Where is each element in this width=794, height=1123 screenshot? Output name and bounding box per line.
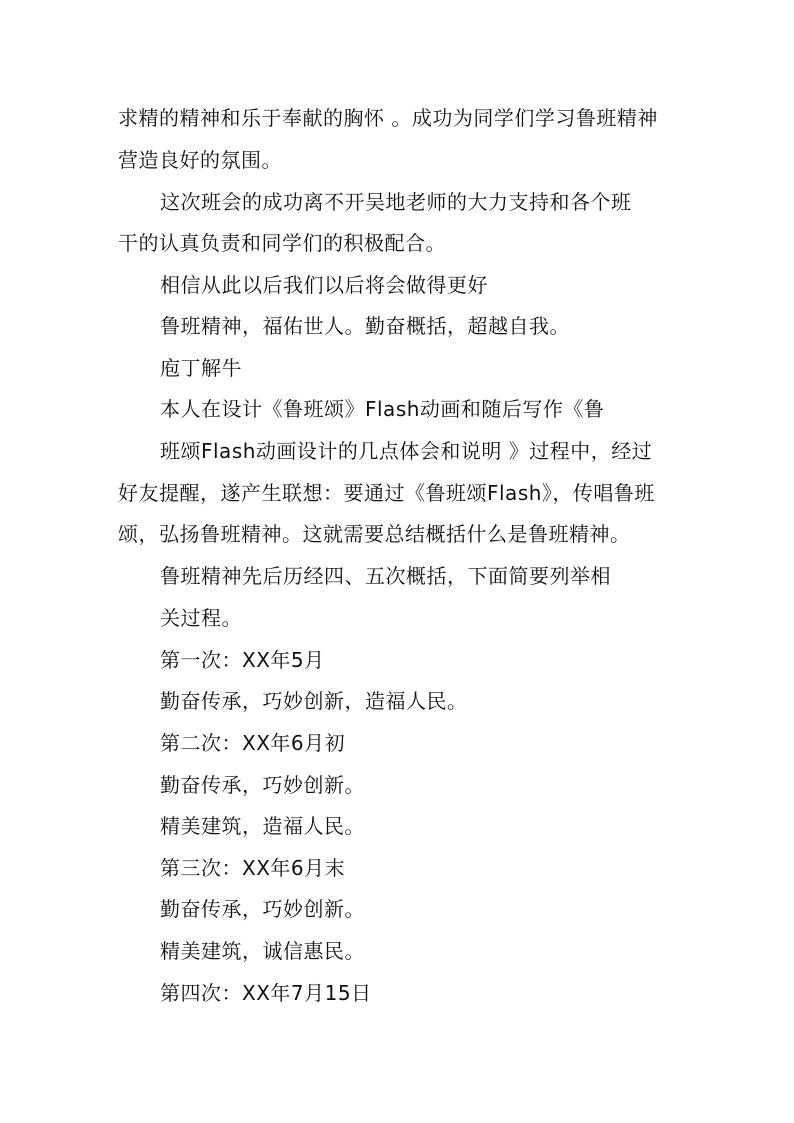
text-line: 第四次：XX年7月15日 xyxy=(160,981,372,1005)
text-line: 班颂Flash动画设计的几点体会和说明 》过程中，经过 xyxy=(160,439,653,463)
text-line: 第一次：XX年5月 xyxy=(160,648,325,672)
text-line: 干的认真负责和同学们的积极配合。 xyxy=(118,231,446,255)
text-line: 第二次：XX年6月初 xyxy=(160,731,346,755)
text-line: 这次班会的成功离不开吴地老师的大力支持和各个班 xyxy=(160,190,632,214)
text-line: 本人在设计《鲁班颂》Flash动画和随后写作《鲁 xyxy=(160,397,605,421)
text-line: 第三次：XX年6月末 xyxy=(160,856,346,880)
text-line: 颂，弘扬鲁班精神。这就需要总结概括什么是鲁班精神。 xyxy=(118,522,631,546)
text-line: 鲁班精神先后历经四、五次概括，下面简要列举相 xyxy=(160,564,611,588)
text-line: 勤奋传承，巧妙创新。 xyxy=(160,773,365,797)
text-line: 求精的精神和乐于奉献的胸怀 。成功为同学们学习鲁班精神 xyxy=(118,106,658,130)
text-line: 精美建筑，诚信惠民。 xyxy=(160,939,365,963)
text-line: 庖丁解牛 xyxy=(160,356,242,380)
text-line: 勤奋传承，巧妙创新，造福人民。 xyxy=(160,689,468,713)
text-line: 关过程。 xyxy=(160,606,242,630)
text-line: 精美建筑，造福人民。 xyxy=(160,814,365,838)
text-line: 勤奋传承，巧妙创新。 xyxy=(160,897,365,921)
text-line: 营造良好的氛围。 xyxy=(118,148,282,172)
text-line: 鲁班精神，福佑世人。勤奋概括，超越自我。 xyxy=(160,314,570,338)
text-line: 相信从此以后我们以后将会做得更好 xyxy=(160,273,488,297)
text-line: 好友提醒，遂产生联想：要通过《鲁班颂Flash》，传唱鲁班 xyxy=(118,481,655,505)
